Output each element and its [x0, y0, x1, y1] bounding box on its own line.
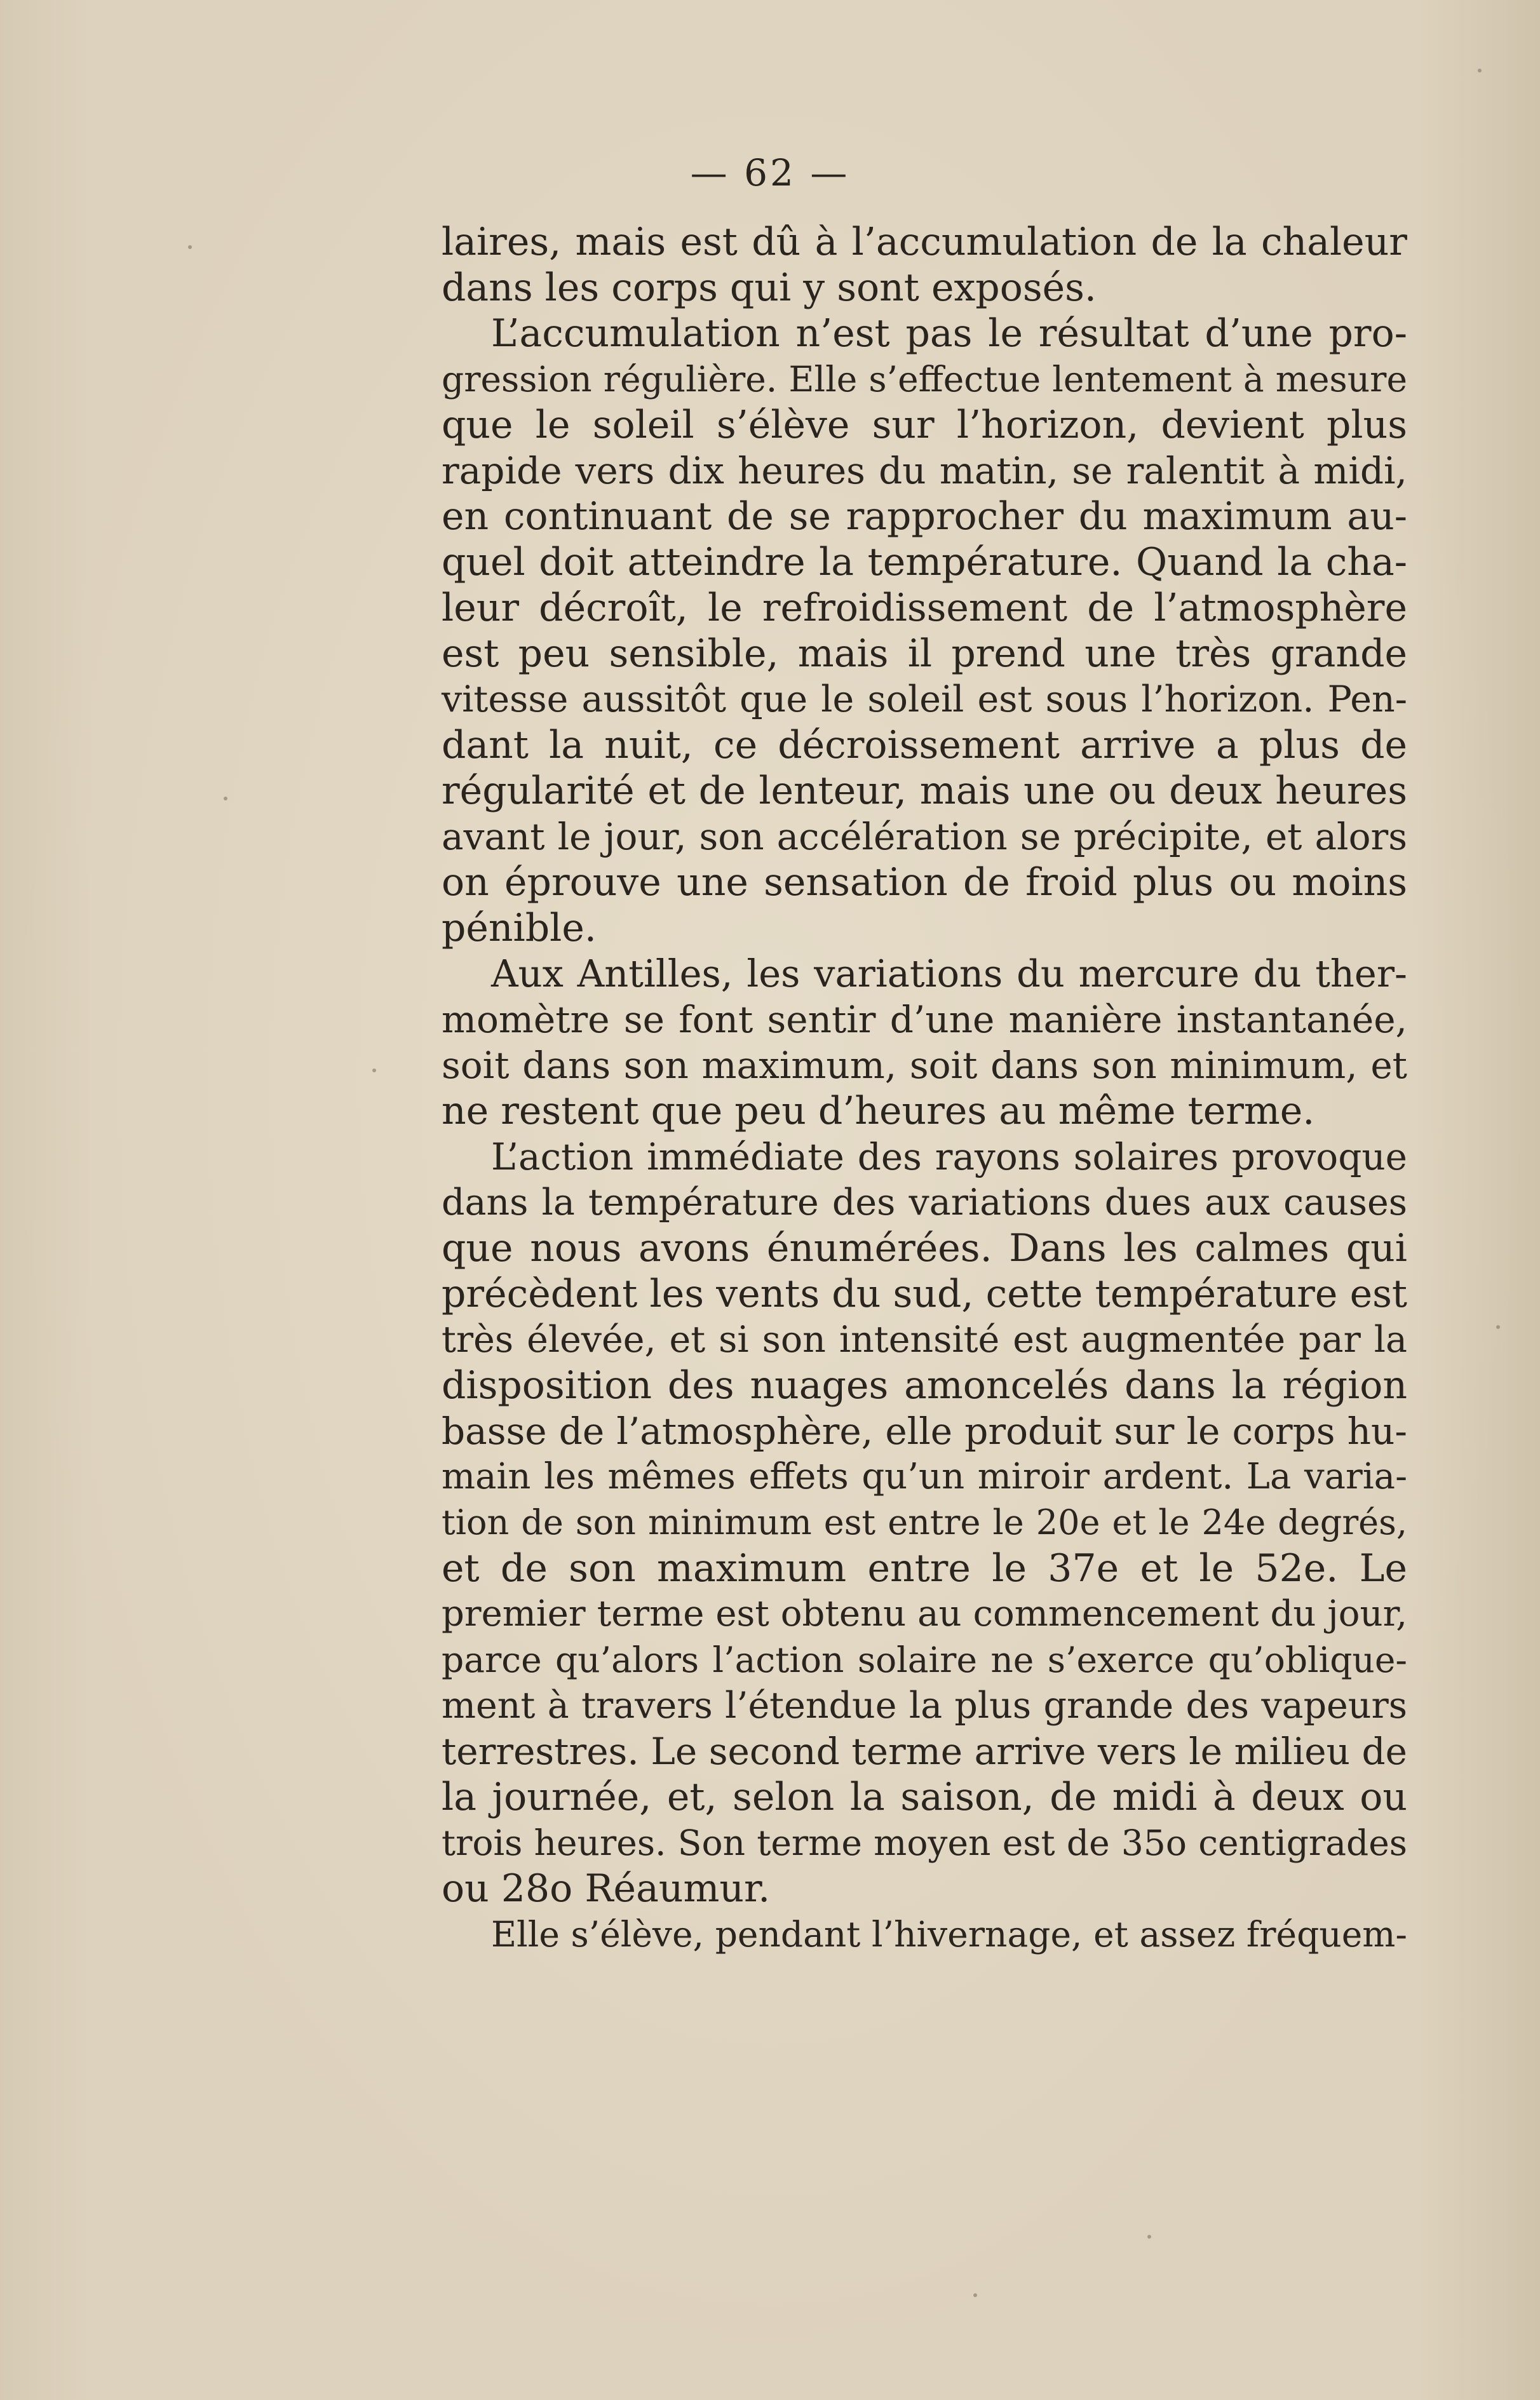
- text-line: L’accumulation n’est pas le résultat d’une pro-: [491, 311, 1407, 356]
- text-line: dans la température des variations dues aux causes: [442, 1182, 1407, 1224]
- text-line: est peu sensible, mais il prend une très grande: [442, 631, 1407, 676]
- text-line: leur décroît, le refroidissement de l’atmosphère: [442, 586, 1407, 630]
- paper-speck: [372, 1069, 376, 1072]
- text-line: ou 28o Réaumur.: [442, 1866, 771, 1911]
- text-line: L’action immédiate des rayons solaires provoque: [491, 1135, 1407, 1178]
- text-line: ne restent que peu d’heures au même terme.: [442, 1089, 1315, 1133]
- text-line: gression régulière. Elle s’effectue lentement à mesure: [442, 359, 1407, 400]
- text-line: laires, mais est dû à l’accumulation de la chaleur: [442, 220, 1407, 264]
- paper-speck: [973, 2293, 977, 2297]
- text-line: premier terme est obtenu au commencement du jour,: [442, 1593, 1407, 1635]
- text-line: précèdent les vents du sud, cette température est: [442, 1272, 1407, 1316]
- text-line: basse de l’atmosphère, elle produit sur le corps hu-: [442, 1410, 1407, 1453]
- text-line: avant le jour, son accélération se précipite, et alors: [442, 815, 1407, 858]
- text-line: parce qu’alors l’action solaire ne s’exerce qu’oblique-: [442, 1640, 1407, 1680]
- paper-speck: [224, 797, 227, 800]
- text-line: disposition des nuages amoncelés dans la région: [442, 1363, 1407, 1408]
- text-line: tion de son minimum est entre le 20e et le 24e degrés,: [442, 1502, 1407, 1542]
- paper-speck: [1496, 1325, 1500, 1329]
- text-line: que le soleil s’élève sur l’horizon, devient plus: [442, 403, 1407, 447]
- text-line: en continuant de se rapprocher du maximum au-: [442, 494, 1407, 539]
- text-line: que nous avons énumérées. Dans les calmes qui: [442, 1226, 1407, 1271]
- text-line: momètre se font sentir d’une manière instantanée,: [442, 998, 1407, 1041]
- text-line: soit dans son maximum, soit dans son minimum, et: [442, 1044, 1407, 1087]
- text-line: quel doit atteindre la température. Quand la cha-: [442, 540, 1407, 584]
- page-number: — 62 —: [690, 151, 850, 194]
- text-line: ment à travers l’étendue la plus grande des vapeurs: [442, 1685, 1407, 1727]
- text-line: vitesse aussitôt que le soleil est sous l’horizon. Pen-: [442, 678, 1407, 720]
- text-line: trois heures. Son terme moyen est de 35o centigrades: [442, 1823, 1407, 1863]
- text-line: Aux Antilles, les variations du mercure du ther-: [491, 952, 1407, 995]
- text-line: et de son maximum entre le 37e et le 52e. Le: [442, 1546, 1407, 1591]
- text-line: très élevée, et si son intensité est augmentée par la: [442, 1319, 1407, 1361]
- text-line: dant la nuit, ce décroissement arrive a plus de: [442, 723, 1407, 767]
- text-line: la journée, et, selon la saison, de midi à deux ou: [442, 1775, 1407, 1819]
- text-line: on éprouve une sensation de froid plus ou moins: [442, 860, 1407, 905]
- text-line: Elle s’élève, pendant l’hivernage, et assez fréquem-: [491, 1914, 1407, 1955]
- paper-speck: [188, 245, 192, 249]
- body-text: [442, 219, 1407, 1957]
- text-line: main les mêmes effets qu’un miroir ardent. La varia-: [442, 1456, 1407, 1497]
- text-line: rapide vers dix heures du matin, se ralentit à midi,: [442, 449, 1407, 492]
- paper-speck: [1478, 69, 1482, 72]
- paper-speck: [1147, 2235, 1151, 2239]
- text-line: pénible.: [442, 906, 597, 950]
- text-line: dans les corps qui y sont exposés.: [442, 266, 1097, 310]
- text-line: terrestres. Le second terme arrive vers le milieu de: [442, 1730, 1407, 1773]
- text-line: régularité et de lenteur, mais une ou deux heures: [442, 769, 1407, 813]
